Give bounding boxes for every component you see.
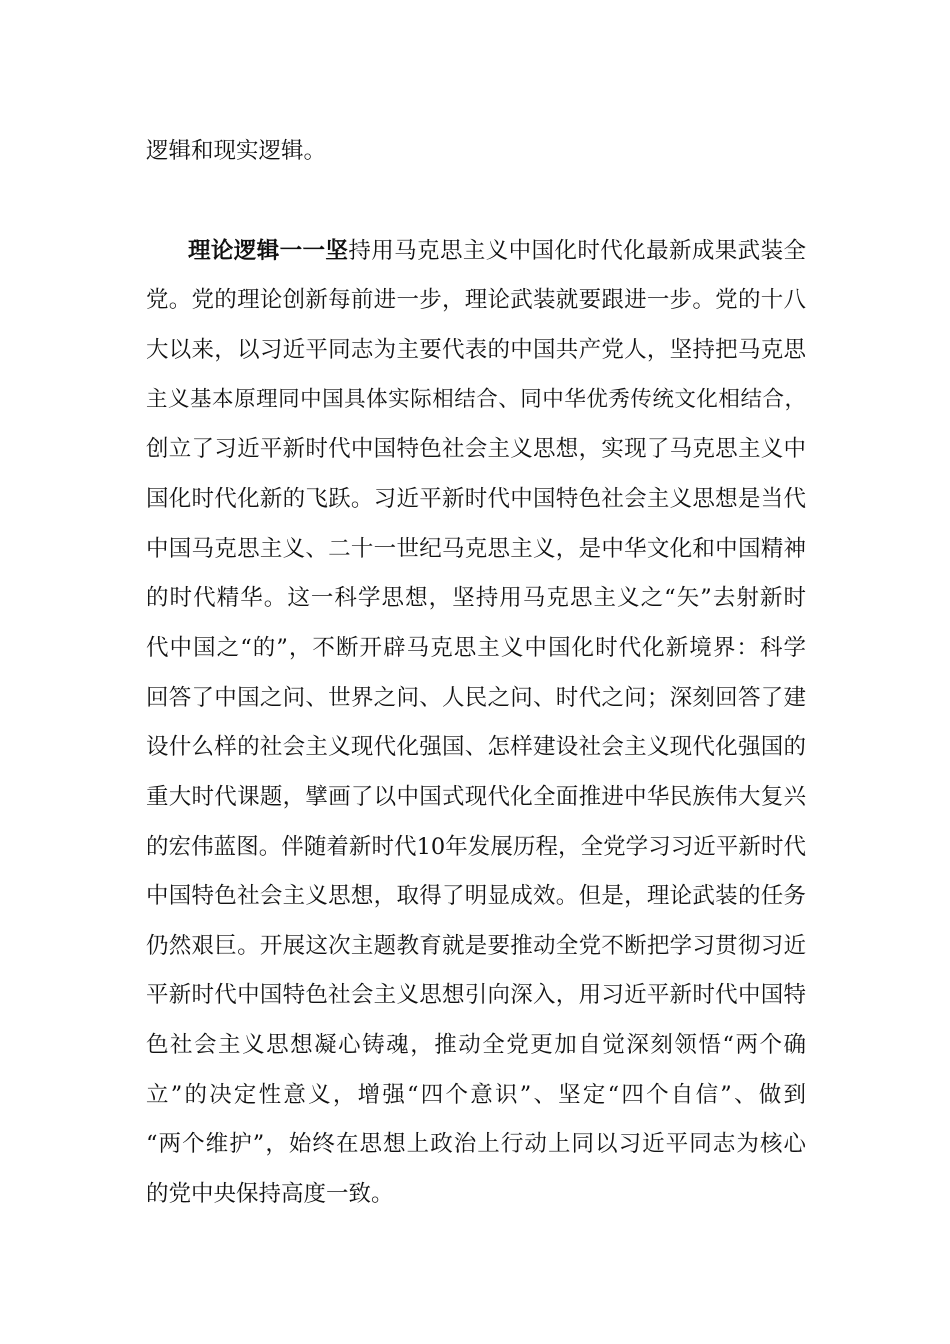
paragraph-2-line: 回答了中国之问、世界之问、人民之问、时代之问；深刻回答了建: [146, 685, 806, 711]
paragraph-2-last-line: 的党中央保持高度一致。: [146, 1181, 394, 1207]
paragraph-2-line: 的时代精华。这一科学思想，坚持用马克思主义之“矢”去射新时: [146, 585, 806, 611]
paragraph-2-line: 设什么样的社会主义现代化强国、怎样建设社会主义现代化强国的: [146, 734, 806, 760]
paragraph-2-line: 的宏伟蓝图。伴随着新时代10年发展历程，全党学习习近平新时代: [146, 834, 806, 860]
paragraph-2-line: 创立了习近平新时代中国特色社会主义思想，实现了马克思主义中: [146, 436, 806, 462]
paragraph-2-line: 仍然艰巨。开展这次主题教育就是要推动全党不断把学习贯彻习近: [146, 933, 806, 959]
paragraph-2-line: 重大时代课题，擘画了以中国式现代化全面推进中华民族伟大复兴: [146, 784, 806, 810]
paragraph-2-line: 党。党的理论创新每前进一步，理论武装就要跟进一步。党的十八: [146, 287, 806, 313]
paragraph-2-first-line: [188, 231, 806, 271]
paragraph-2-line: 大以来，以习近平同志为主要代表的中国共产党人，坚持把马克思: [146, 337, 806, 363]
paragraph-1-line: 逻辑和现实逻辑。: [146, 138, 327, 164]
paragraph-2-line: 国化时代化新的飞跃。习近平新时代中国特色社会主义思想是当代: [146, 486, 806, 512]
paragraph-2-line: 代中国之“的”，不断开辟马克思主义中国化时代化新境界：科学: [146, 635, 806, 661]
paragraph-2-line: 主义基本原理同中国具体实际相结合、同中华优秀传统文化相结合，: [146, 387, 806, 412]
paragraph-2-line: 立”的决定性意义，增强“四个意识”、坚定“四个自信”、做到: [146, 1082, 806, 1108]
paragraph-2-line: 色社会主义思想凝心铸魂，推动全党更加自觉深刻领悟“两个确: [146, 1032, 806, 1058]
paragraph-2-line: 中国马克思主义、二十一世纪马克思主义，是中华文化和中国精神: [146, 536, 806, 562]
paragraph-2-line: “两个维护”，始终在思想上政治上行动上同以习近平同志为核心: [146, 1131, 806, 1157]
section-heading: 理论逻辑一一坚: [188, 238, 349, 264]
paragraph-2-line: 中国特色社会主义思想，取得了明显成效。但是，理论武装的任务: [146, 883, 806, 909]
paragraph-2-first-line-text: 持用马克思主义中国化时代化最新成果武装全: [348, 238, 806, 264]
paragraph-2-line: 平新时代中国特色社会主义思想引向深入，用习近平新时代中国特: [146, 982, 806, 1008]
